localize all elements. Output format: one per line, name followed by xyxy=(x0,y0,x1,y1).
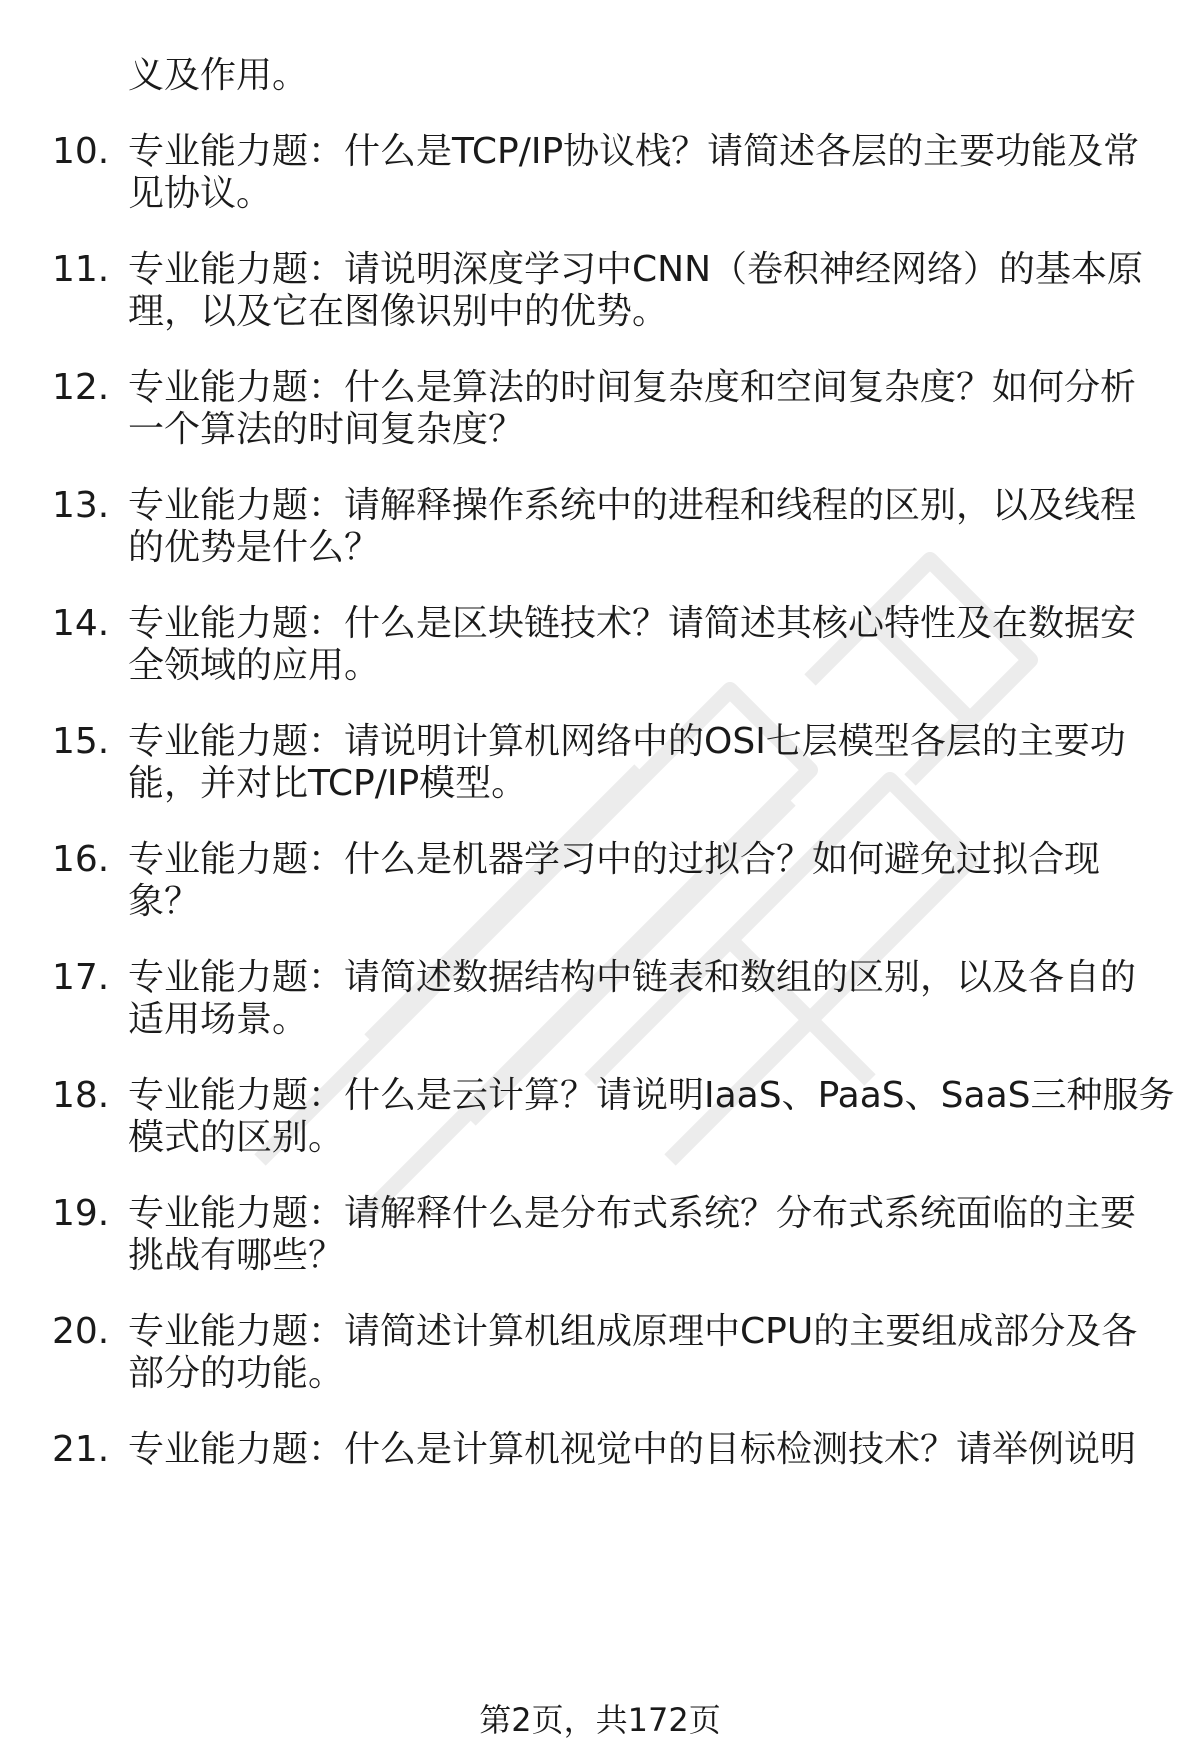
item-number: 10. xyxy=(52,131,110,172)
item-text-cont: 模式的区别。 xyxy=(128,1117,345,1158)
item-text-cont: 适用场景。 xyxy=(128,999,309,1040)
item-text: 专业能力题：什么是TCP/IP协议栈？请简述各层的主要功能及常 xyxy=(128,131,1140,172)
item-number: 14. xyxy=(52,603,110,644)
item-text: 专业能力题：请解释操作系统中的进程和线程的区别，以及线程 xyxy=(128,485,1137,526)
item-text: 专业能力题：什么是算法的时间复杂度和空间复杂度？如何分析 xyxy=(128,367,1137,408)
item-number: 16. xyxy=(52,839,110,880)
item-text-cont: 部分的功能。 xyxy=(128,1353,345,1394)
item-number: 13. xyxy=(52,485,110,526)
item-number: 15. xyxy=(52,721,110,762)
item-text-cont: 挑战有哪些？ xyxy=(128,1235,345,1276)
item-number: 18. xyxy=(52,1075,110,1116)
item-text: 专业能力题：什么是区块链技术？请简述其核心特性及在数据安 xyxy=(128,603,1137,644)
item-text: 专业能力题：什么是机器学习中的过拟合？如何避免过拟合现 xyxy=(128,839,1101,880)
item-number: 19. xyxy=(52,1193,110,1234)
item-number: 11. xyxy=(52,249,110,290)
item-number: 21. xyxy=(52,1429,110,1470)
item-text-cont: 的优势是什么？ xyxy=(128,527,381,568)
item-text: 专业能力题：什么是计算机视觉中的目标检测技术？请举例说明 xyxy=(128,1429,1137,1470)
item-text-cont: 见协议。 xyxy=(128,173,273,214)
item-text-cont: 一个算法的时间复杂度？ xyxy=(128,409,525,450)
item-text: 专业能力题：请简述数据结构中链表和数组的区别，以及各自的 xyxy=(128,957,1137,998)
item-text: 专业能力题：请简述计算机组成原理中CPU的主要组成部分及各 xyxy=(128,1311,1138,1352)
item-text-cont: 象？ xyxy=(128,881,201,922)
item-text: 专业能力题：什么是云计算？请说明IaaS、PaaS、SaaS三种服务 xyxy=(128,1075,1175,1116)
item-text: 专业能力题：请说明计算机网络中的OSI七层模型各层的主要功 xyxy=(128,721,1126,762)
item-number: 17. xyxy=(52,957,110,998)
item-text-cont: 理，以及它在图像识别中的优势。 xyxy=(128,291,669,332)
page-footer: 第2页，共172页 xyxy=(479,1701,721,1739)
item-number: 20. xyxy=(52,1311,110,1352)
item-number: 12. xyxy=(52,367,110,408)
item-text-cont: 全领域的应用。 xyxy=(128,645,381,686)
continuation-text: 义及作用。 xyxy=(128,55,309,96)
item-text-cont: 能，并对比TCP/IP模型。 xyxy=(128,763,528,804)
item-text: 专业能力题：请解释什么是分布式系统？分布式系统面临的主要 xyxy=(128,1193,1137,1234)
item-text: 专业能力题：请说明深度学习中CNN（卷积神经网络）的基本原 xyxy=(128,249,1143,290)
